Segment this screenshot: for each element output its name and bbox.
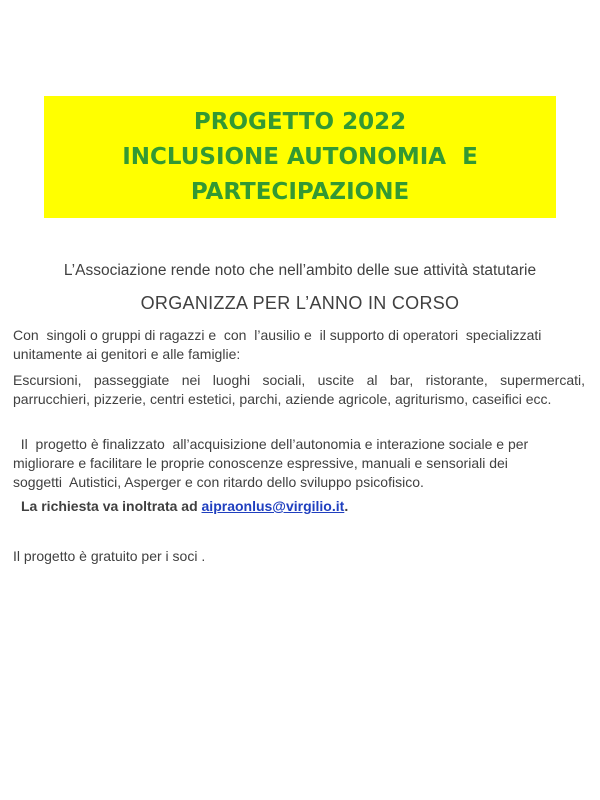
intro-text: L’Associazione rende noto che nell’ambito delle sue attività statutarie <box>63 262 537 279</box>
email-link[interactable]: aipraonlus@virgilio.it <box>201 498 345 514</box>
banner-title-line-3: PARTECIPAZIONE <box>190 178 410 205</box>
free-note: Il progetto è gratuito per i soci . <box>13 548 206 564</box>
banner-title-line-2: INCLUSIONE AUTONOMIA E <box>122 143 478 170</box>
request-line <box>21 498 348 514</box>
banner-title-line-1: PROGETTO 2022 <box>193 108 407 135</box>
activities-paragraph: Escursioni, passeggiate nei luoghi sociali, uscite al bar, ristorante, supermercati, parrucchieri, pizzerie, centri estetici, parchi, aziende agricole, agriturismo, caseifici ecc. <box>13 372 585 407</box>
title-banner <box>44 96 556 218</box>
request-label: La richiesta va inoltrata ad <box>21 498 202 514</box>
participants-paragraph: Con singoli o gruppi di ragazzi e con l’ausilio e il supporto di operatori specializzati unitamente ai genitori e alle famiglie: <box>13 327 542 362</box>
section-heading: ORGANIZZA PER L’ANNO IN CORSO <box>140 293 460 313</box>
request-suffix: . <box>344 498 349 514</box>
project-goal-paragraph: Il progetto è finalizzato all’acquisizione dell’autonomia e interazione sociale e per migliorare e facilitare le proprie conoscenze espressive, manuali e sensoriali dei soggetti Autistici, Asperger e con ritardo dello sviluppo psicofisico. <box>13 436 529 490</box>
